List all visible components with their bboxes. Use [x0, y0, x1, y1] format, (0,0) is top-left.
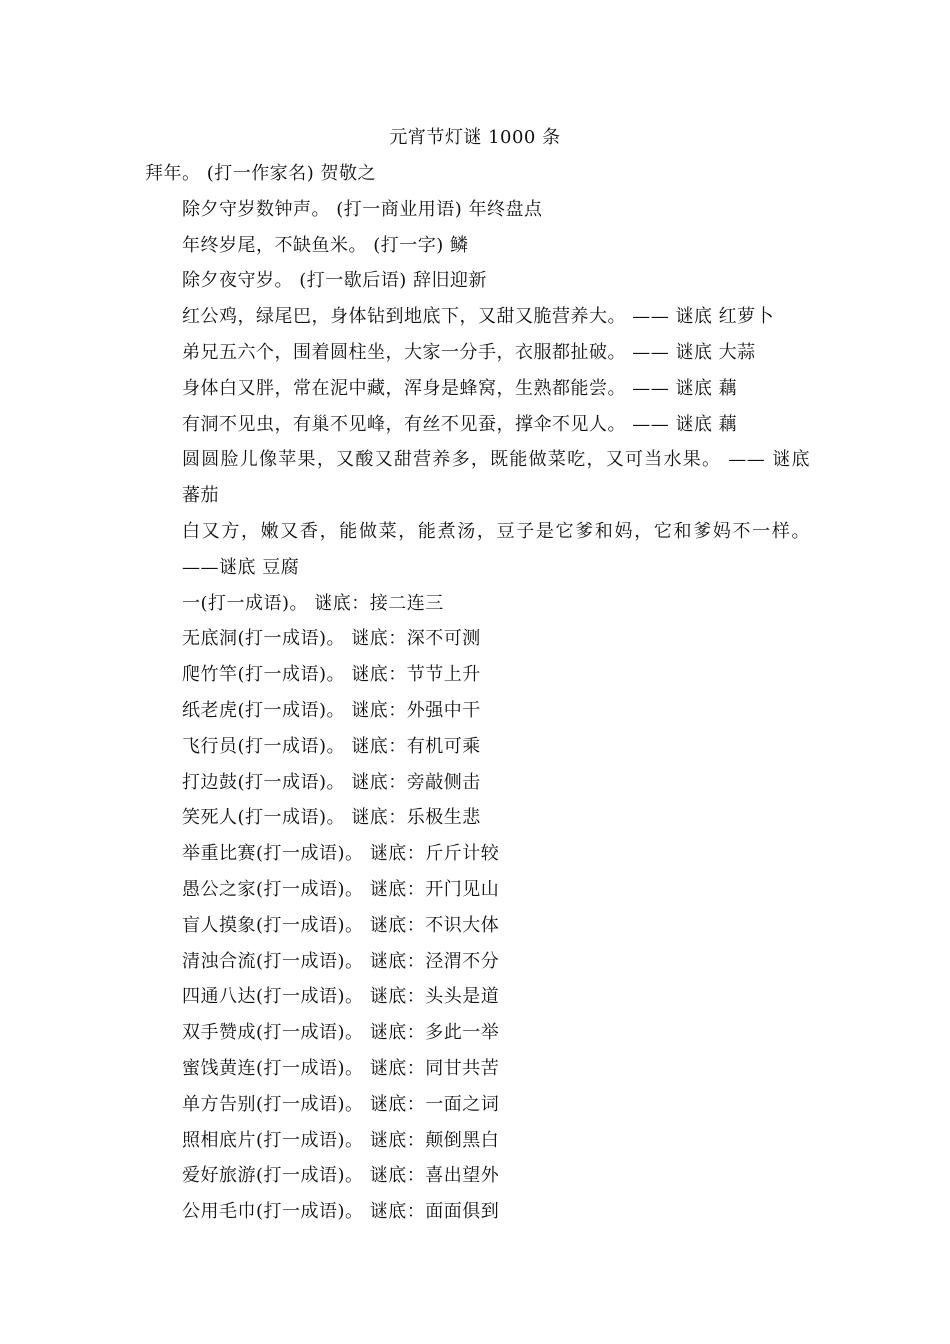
riddle-line: 爬竹竿(打一成语)。 谜底：节节上升	[182, 664, 481, 686]
document-title: 元宵节灯谜 1000 条	[389, 127, 561, 148]
riddle-line: 圆圆脸儿像苹果，又酸又甜营养多，既能做菜吃，又可当水果。 —— 谜底 蕃茄	[182, 449, 810, 507]
riddle-line: 举重比赛(打一成语)。 谜底：斤斤计较	[182, 843, 500, 865]
riddle-line: 年终岁尾，不缺鱼米。 (打一字) 鳞	[182, 234, 469, 256]
riddle-line: 除夕守岁数钟声。 (打一商业用语) 年终盘点	[182, 198, 543, 220]
riddle-line: 纸老虎(打一成语)。 谜底：外强中干	[182, 699, 481, 721]
riddle-line: 公用毛巾(打一成语)。 谜底：面面俱到	[182, 1201, 500, 1223]
riddle-line: 照相底片(打一成语)。 谜底：颠倒黑白	[182, 1129, 500, 1151]
riddle-line: 无底洞(打一成语)。 谜底：深不可测	[182, 628, 481, 650]
riddle-line: 笑死人(打一成语)。 谜底：乐极生悲	[182, 807, 481, 829]
riddle-line: 白又方，嫩又香，能做菜，能煮汤，豆子是它爹和妈，它和爹妈不一样。——谜底 豆腐	[182, 520, 810, 578]
riddle-line: 有洞不见虫，有巢不见峰，有丝不见蚕，撑伞不见人。 —— 谜底 藕	[182, 413, 738, 435]
riddle-line: 四通八达(打一成语)。 谜底：头头是道	[182, 986, 500, 1008]
riddle-line: 双手赞成(打一成语)。 谜底：多此一举	[182, 1022, 500, 1044]
riddle-line: 拜年。 (打一作家名) 贺敬之	[145, 163, 376, 184]
riddle-line: 身体白又胖，常在泥中藏，浑身是蜂窝，生熟都能尝。 —— 谜底 藕	[182, 377, 738, 399]
riddle-line: 一(打一成语)。 谜底：接二连三	[182, 592, 444, 614]
riddle-line: 爱好旅游(打一成语)。 谜底：喜出望外	[182, 1165, 500, 1187]
riddle-line: 除夕夜守岁。 (打一歇后语) 辞旧迎新	[182, 270, 487, 292]
riddle-line: 打边鼓(打一成语)。 谜底：旁敲侧击	[182, 771, 481, 793]
riddle-line: 单方告别(打一成语)。 谜底：一面之词	[182, 1093, 500, 1115]
riddle-line: 清浊合流(打一成语)。 谜底：泾渭不分	[182, 950, 500, 972]
riddle-line: 飞行员(打一成语)。 谜底：有机可乘	[182, 735, 481, 757]
riddle-line: 盲人摸象(打一成语)。 谜底：不识大体	[182, 914, 500, 936]
riddle-line: 蜜饯黄连(打一成语)。 谜底：同甘共苦	[182, 1057, 500, 1079]
riddle-line: 弟兄五六个，围着圆柱坐，大家一分手，衣服都扯破。 —— 谜底 大蒜	[182, 341, 756, 363]
document-body	[145, 156, 810, 1230]
riddle-line: 愚公之家(打一成语)。 谜底：开门见山	[182, 878, 500, 900]
riddle-line: 红公鸡，绿尾巴，身体钻到地底下，又甜又脆营养大。 —— 谜底 红萝卜	[182, 306, 775, 328]
